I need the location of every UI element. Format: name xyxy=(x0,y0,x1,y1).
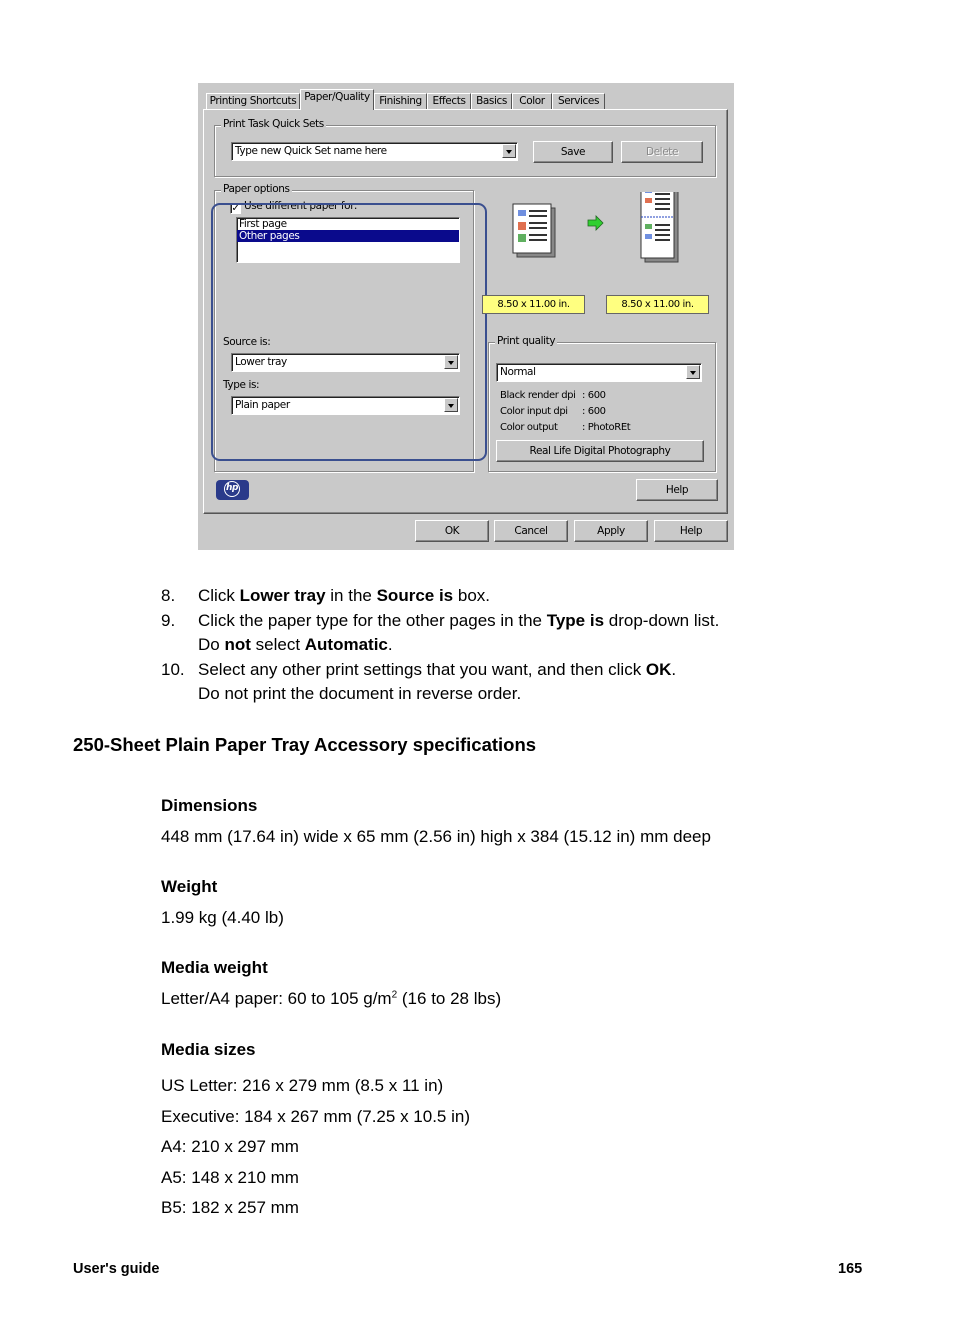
step-text: . xyxy=(671,659,677,679)
step-emphasis: OK xyxy=(645,659,672,679)
chevron-down-icon[interactable] xyxy=(686,365,700,379)
delete-button[interactable]: Delete xyxy=(621,141,703,163)
spec-weight xyxy=(161,877,284,928)
single-page-icon xyxy=(513,204,555,257)
source-value: Lower tray xyxy=(235,356,287,368)
list-item: B5: 182 x 257 mm xyxy=(161,1198,299,1217)
color-output-value: : PhotoREt xyxy=(582,422,631,433)
printer-properties-dialog xyxy=(198,83,734,550)
color-input-dpi-label: Color input dpi xyxy=(500,406,568,417)
media-weight-suffix: (16 to 28 lbs) xyxy=(397,989,502,1008)
spec-title: Weight xyxy=(161,877,218,896)
step-text: . xyxy=(387,635,393,654)
step-text: Click xyxy=(198,586,240,605)
page-number: 165 xyxy=(838,1261,863,1277)
step-line xyxy=(161,658,719,683)
step-emphasis: Lower tray xyxy=(239,586,326,605)
checkbox-checked-icon[interactable]: ✓ xyxy=(231,203,240,214)
step-emphasis: Source is xyxy=(376,586,454,605)
list-item: US Letter: 216 x 279 mm (8.5 x 11 in) xyxy=(161,1076,444,1095)
spec-media-weight xyxy=(161,958,501,1009)
color-output-row xyxy=(500,422,630,433)
help-button[interactable]: Help xyxy=(654,520,728,542)
paper-size-right: 8.50 x 11.00 in. xyxy=(606,295,709,314)
color-output-label: Color output xyxy=(500,422,558,433)
print-quality-combo[interactable] xyxy=(496,363,702,382)
quick-set-name-combo[interactable] xyxy=(231,142,518,161)
use-different-paper-label: Use different paper for: xyxy=(243,200,358,212)
list-item: A4: 210 x 297 mm xyxy=(161,1137,299,1156)
type-label: Type is: xyxy=(223,379,260,391)
media-weight-prefix: Letter/A4 paper: 60 to 105 g/m xyxy=(161,989,392,1008)
color-input-dpi-value: : 600 xyxy=(582,406,606,417)
list-item-first-page[interactable]: First page xyxy=(239,218,287,230)
step-text: Do xyxy=(198,635,225,654)
step-text: in the xyxy=(325,586,377,605)
help-button-inner[interactable]: Help xyxy=(636,479,718,501)
list-item-other-pages[interactable]: Other pages xyxy=(237,230,459,242)
spec-value xyxy=(161,989,501,1009)
hp-logo xyxy=(216,480,249,500)
print-quality-label: Print quality xyxy=(497,335,556,347)
step-text: Click the paper type for the other pages in the xyxy=(198,610,547,630)
cancel-button[interactable]: Cancel xyxy=(494,520,568,542)
section-heading: 250-Sheet Plain Paper Tray Accessory specifications xyxy=(73,734,537,755)
spec-title: Dimensions xyxy=(161,796,258,815)
black-render-dpi-value: : 600 xyxy=(582,390,606,401)
list-item: A5: 148 x 210 mm xyxy=(161,1167,299,1187)
step-line xyxy=(161,682,719,707)
tab-paper-quality[interactable]: Paper/Quality xyxy=(300,89,374,110)
paper-size-left: 8.50 x 11.00 in. xyxy=(482,295,585,314)
step-line xyxy=(161,633,719,658)
tab-printing-shortcuts[interactable]: Printing Shortcuts xyxy=(206,93,300,109)
tab-finishing[interactable]: Finishing xyxy=(374,93,427,109)
step-text: drop-down list. xyxy=(604,610,720,630)
step-emphasis: not xyxy=(224,635,251,654)
tab-effects[interactable]: Effects xyxy=(427,93,471,109)
quick-set-name-value: Type new Quick Set name here xyxy=(235,145,387,157)
color-input-dpi-row xyxy=(500,406,606,417)
tab-color[interactable]: Color xyxy=(512,93,552,109)
step-emphasis: Type is xyxy=(546,610,605,630)
step-emphasis: Automatic xyxy=(304,635,388,654)
footer-title: User's guide xyxy=(73,1261,160,1277)
arrow-right-icon xyxy=(588,216,603,230)
save-button[interactable]: Save xyxy=(533,141,613,163)
instruction-steps xyxy=(161,584,719,707)
type-value: Plain paper xyxy=(235,399,290,411)
quick-sets-label: Print Task Quick Sets xyxy=(223,118,324,130)
spec-title: Media sizes xyxy=(161,1040,256,1059)
step-number: 9. xyxy=(161,610,176,630)
step-number: 8. xyxy=(161,586,176,605)
step-text: Do not print the document in reverse order. xyxy=(198,684,522,703)
hp-logo-mark: hp xyxy=(224,481,240,497)
paper-options-highlight-outline xyxy=(211,203,487,461)
tab-basics[interactable]: Basics xyxy=(471,93,512,109)
step-line xyxy=(161,584,719,609)
media-weight-sup: 2 xyxy=(391,989,398,1001)
spec-value: 1.99 kg (4.40 lb) xyxy=(161,908,284,927)
step-text: select xyxy=(250,635,305,654)
step-number: 10. xyxy=(161,659,185,679)
spec-dimensions xyxy=(161,796,711,847)
spec-media-sizes xyxy=(161,1040,470,1224)
real-life-digital-photography-button[interactable]: Real Life Digital Photography xyxy=(496,440,704,462)
step-text: box. xyxy=(453,586,490,605)
multi-page-icon xyxy=(641,192,678,262)
list-item: Executive: 184 x 267 mm (7.25 x 10.5 in) xyxy=(161,1106,470,1126)
step-line xyxy=(161,609,719,634)
media-sizes-list xyxy=(161,1071,470,1224)
spec-title: Media weight xyxy=(161,958,268,977)
step-text: Select any other print settings that you want, and then click xyxy=(198,659,646,679)
ok-button[interactable]: OK xyxy=(415,520,489,542)
tab-services[interactable]: Services xyxy=(552,93,605,109)
paper-options-label: Paper options xyxy=(223,183,290,195)
tab-panel xyxy=(203,109,728,514)
print-quality-value: Normal xyxy=(500,366,536,378)
source-label: Source is: xyxy=(223,336,271,348)
black-render-dpi-label: Black render dpi xyxy=(500,390,576,401)
apply-button[interactable]: Apply xyxy=(574,520,648,542)
spec-value: 448 mm (17.64 in) wide x 65 mm (2.56 in) high x 384 (15.12 in) mm deep xyxy=(161,827,711,846)
black-render-dpi-row xyxy=(500,390,606,401)
chevron-down-icon[interactable] xyxy=(502,144,516,158)
